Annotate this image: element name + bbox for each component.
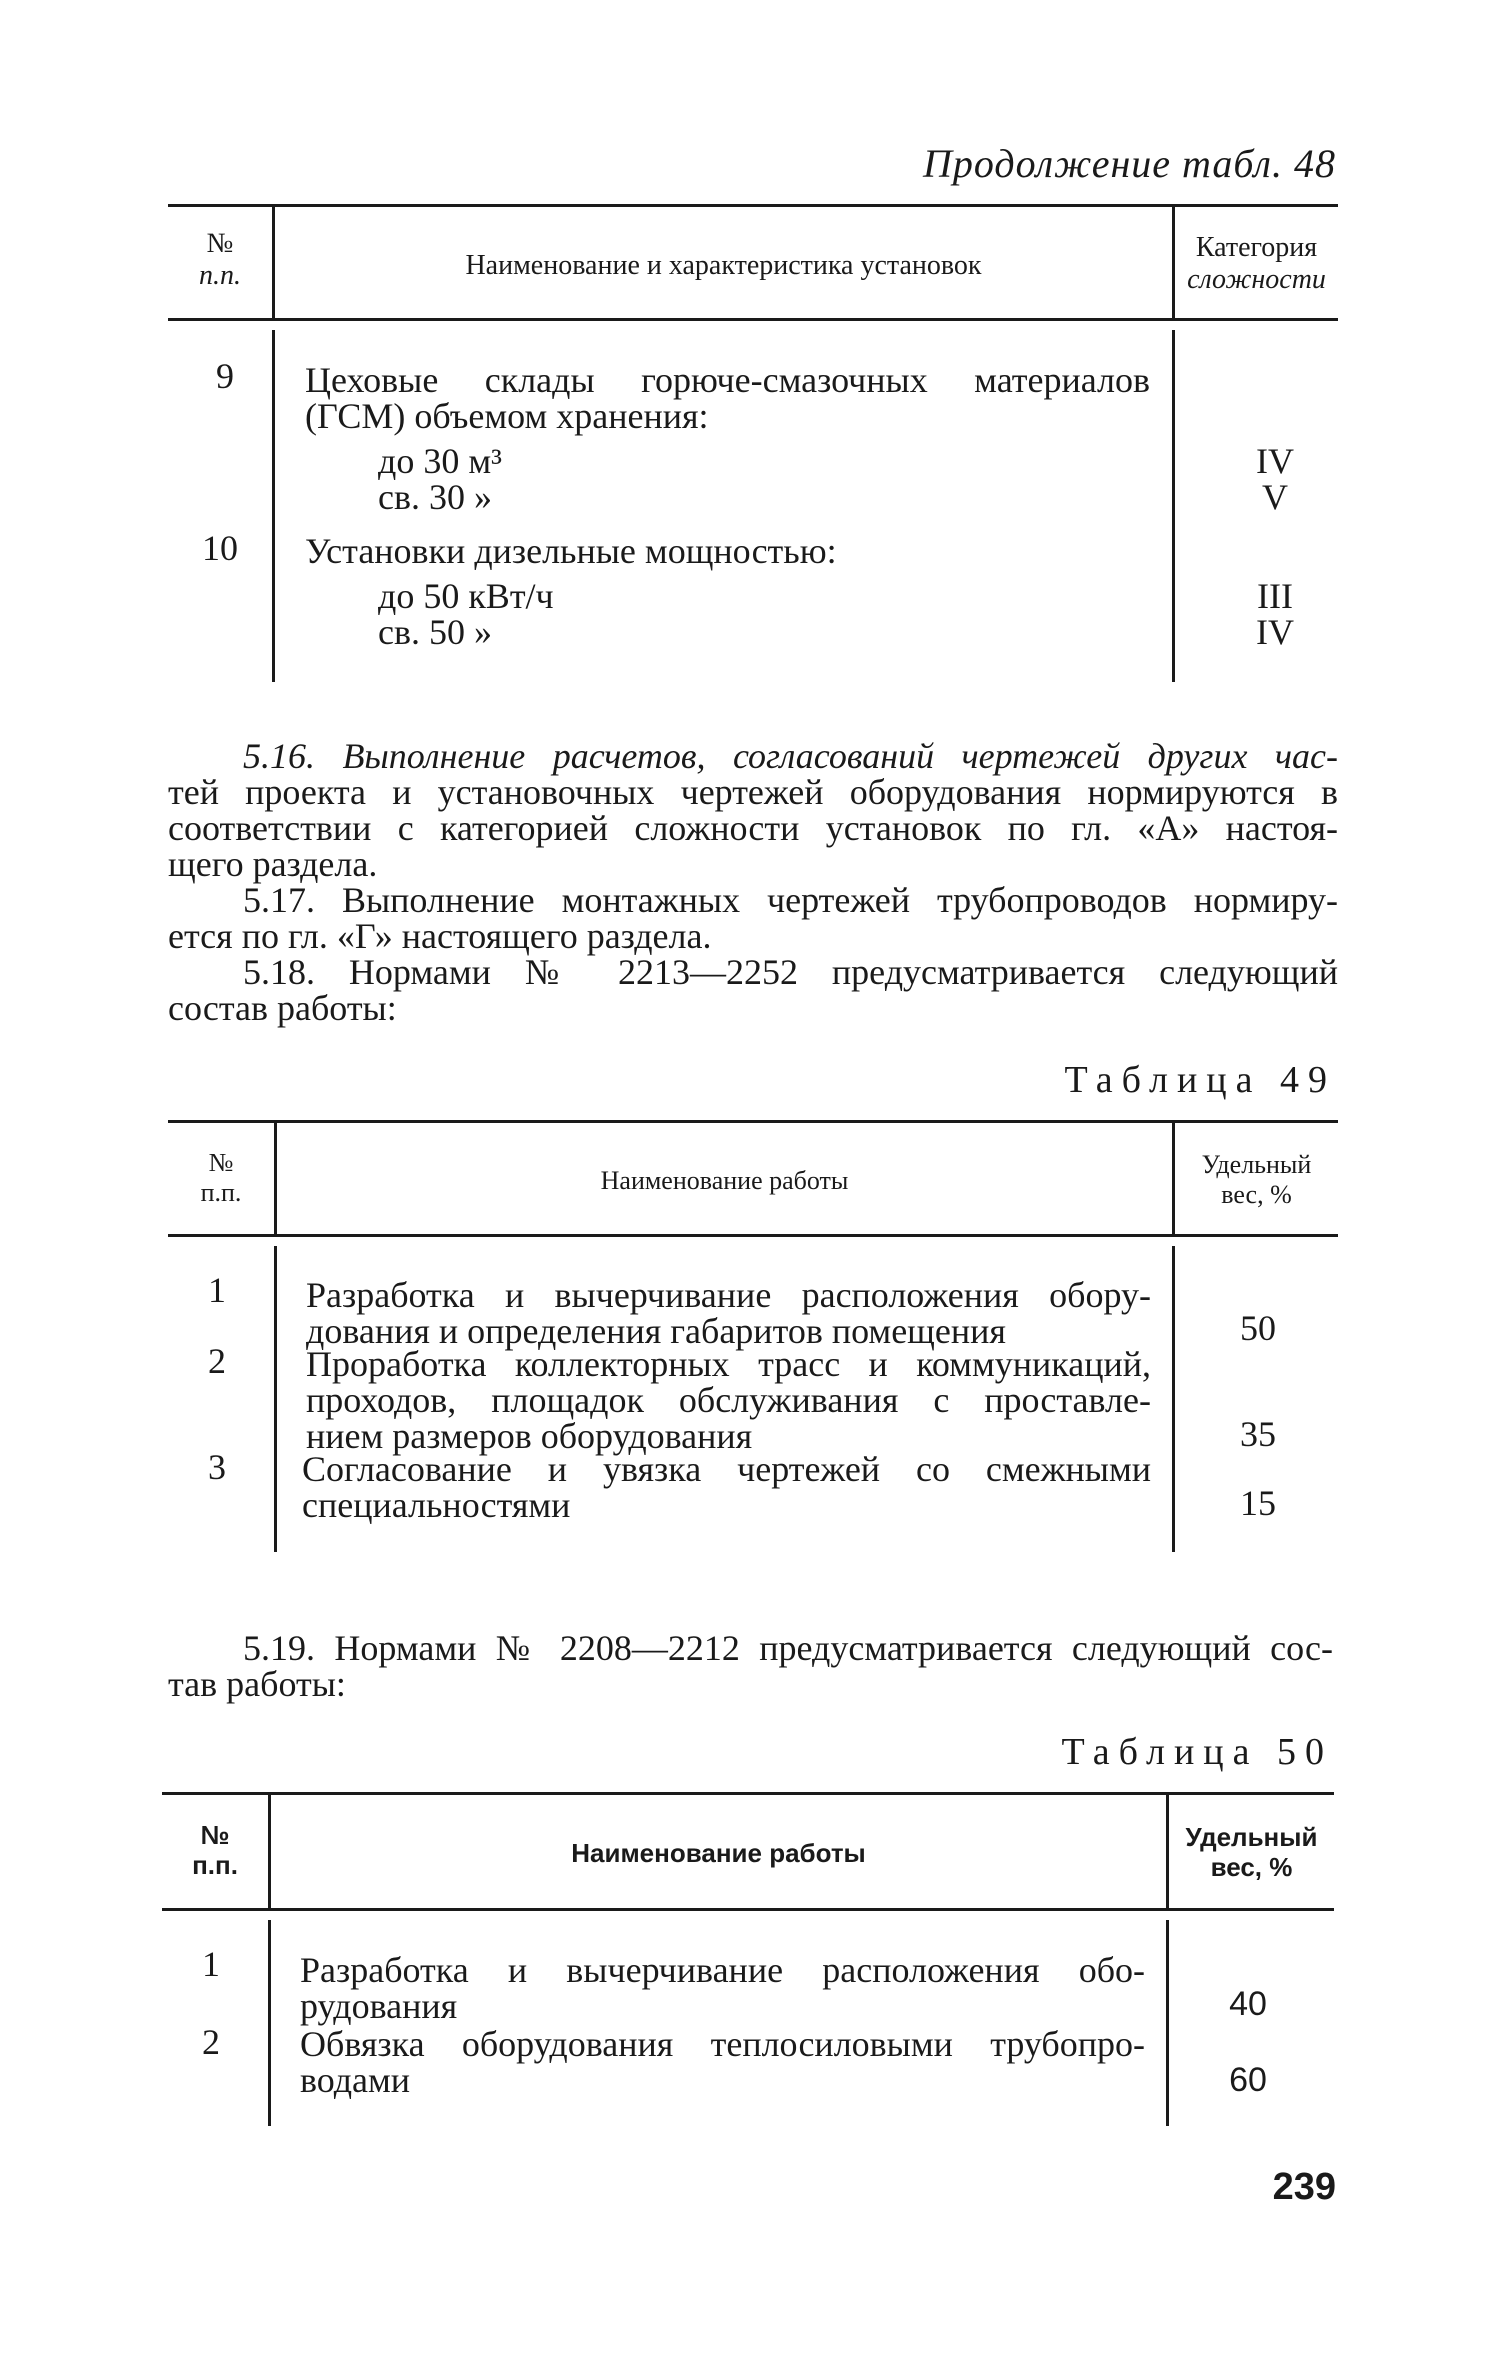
paragraph-number: 5.17. <box>243 880 315 920</box>
row-number: 3 <box>208 1447 226 1487</box>
row-category: IV <box>1256 441 1294 481</box>
header-weight: Удельный вес, % <box>1185 1822 1318 1882</box>
row-number: 1 <box>202 1944 220 1984</box>
row-weight: 60 <box>1229 2061 1267 2099</box>
table-rule <box>168 204 1338 207</box>
table-rule <box>168 318 1338 321</box>
row-text: Разработка и вычерчивание расположения обору- <box>306 1275 1151 1315</box>
row-text: водами <box>300 2060 411 2100</box>
table-rule <box>162 1908 1334 1911</box>
row-text: проходов, площадок обслуживания с проставле- <box>306 1380 1151 1420</box>
column-divider <box>1172 1246 1175 1552</box>
row-subitem: до 30 м³ <box>378 441 502 481</box>
row-text: Согласование и увязка чертежей со смежными <box>302 1449 1151 1489</box>
header-category: Категория сложности <box>1187 232 1326 295</box>
row-text: Цеховые склады горюче-смазочных материалов <box>305 360 1150 400</box>
row-weight: 15 <box>1240 1483 1276 1523</box>
paragraph-number: 5.16. <box>243 736 315 776</box>
paragraph-text: тей проекта и установочных чертежей оборудования нормируются в <box>168 772 1338 812</box>
row-subitem: св. 30 » <box>378 477 492 517</box>
row-weight: 40 <box>1229 1985 1267 2023</box>
row-number: 1 <box>208 1270 226 1310</box>
row-text: нием размеров оборудования <box>306 1416 753 1456</box>
header-name: Наименование и характеристика установок <box>465 250 982 281</box>
page-number: 239 <box>1272 2166 1336 2208</box>
row-number: 9 <box>216 356 234 396</box>
header-weight: Удельный вес, % <box>1201 1150 1312 1209</box>
paragraph-number: 5.18. <box>243 952 315 992</box>
paragraph-text: соответствии с категорией сложности установок по гл. «А» настоя- <box>168 808 1338 848</box>
paragraph-text: Выполнение расчетов, согласований чертежей других час- <box>342 736 1338 776</box>
row-number: 2 <box>208 1341 226 1381</box>
row-weight: 50 <box>1240 1308 1276 1348</box>
row-text: Проработка коллекторных трасс и коммуникаций, <box>306 1344 1151 1384</box>
row-category: V <box>1262 477 1288 517</box>
paragraph-5-16 <box>168 738 1338 882</box>
table-50-caption: Таблица 50 <box>1061 1731 1333 1773</box>
paragraph-5-19 <box>168 1630 1333 1702</box>
table-continuation-caption: Продолжение табл. 48 <box>922 141 1336 186</box>
paragraph-number: 5.19. <box>243 1628 315 1668</box>
table-rule <box>168 1234 1338 1237</box>
column-divider <box>1172 330 1175 682</box>
row-text: специальностями <box>302 1485 571 1525</box>
paragraph-text: щего раздела. <box>168 844 378 884</box>
row-number: 2 <box>202 2022 220 2062</box>
header-name: Наименование работы <box>600 1166 849 1195</box>
row-text: (ГСМ) объемом хранения: <box>305 396 709 436</box>
paragraph-5-17 <box>168 882 1338 954</box>
paragraph-5-18 <box>168 954 1338 1026</box>
row-weight: 35 <box>1240 1414 1276 1454</box>
table-49-caption: Таблица 49 <box>1064 1059 1336 1101</box>
row-text: Разработка и вычерчивание расположения обо- <box>300 1950 1145 1990</box>
row-text: Обвязка оборудования теплосиловыми трубопро- <box>300 2024 1145 2064</box>
header-num: № п.п. <box>199 228 241 291</box>
column-divider <box>1166 1920 1169 2126</box>
row-text: дования и определения габаритов помещения <box>306 1311 1006 1351</box>
row-subitem: до 50 кВт/ч <box>378 576 554 616</box>
column-divider <box>272 330 275 682</box>
header-name: Наименование работы <box>571 1838 866 1868</box>
row-text: Установки дизельные мощностью: <box>305 531 837 571</box>
header-num: № п.п. <box>200 1148 242 1207</box>
paragraph-text: ется по гл. «Г» настоящего раздела. <box>168 916 712 956</box>
paragraph-text: Нормами № 2208—2212 предусматривается следующий сос- <box>334 1628 1333 1668</box>
row-subitem: св. 50 » <box>378 612 492 652</box>
header-num: № п.п. <box>192 1820 238 1880</box>
paragraph-text: Выполнение монтажных чертежей трубопроводов нормиру- <box>341 880 1338 920</box>
row-category: III <box>1257 576 1293 616</box>
table-rule <box>162 1792 1334 1795</box>
paragraph-text: состав работы: <box>168 988 397 1028</box>
row-number: 10 <box>202 528 238 568</box>
column-divider <box>274 1246 277 1552</box>
row-text: рудования <box>300 1986 458 2026</box>
paragraph-text: тав работы: <box>168 1664 346 1704</box>
table-rule <box>168 1120 1338 1123</box>
row-category: IV <box>1256 612 1294 652</box>
column-divider <box>268 1920 271 2126</box>
paragraph-text: Нормами № 2213—2252 предусматривается следующий <box>348 952 1339 992</box>
